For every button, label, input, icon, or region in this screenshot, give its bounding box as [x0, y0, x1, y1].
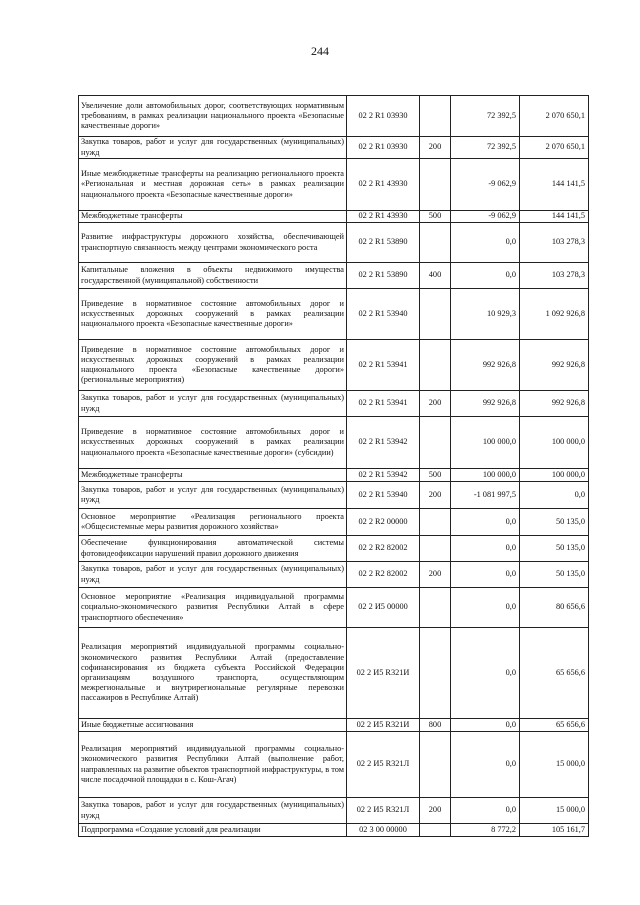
row-amount-total: 1 092 926,8: [520, 289, 589, 340]
row-amount-total: 103 278,3: [520, 223, 589, 263]
row-amount-change: 8 772,2: [451, 824, 520, 837]
table-row: [79, 469, 589, 482]
row-name: Основное мероприятие «Реализация регионального проекта «Общесистемные меры развития дорожного хозяйства»: [79, 509, 347, 536]
row-code: 02 2 R1 03930: [347, 137, 420, 159]
row-amount-change: 100 000,0: [451, 417, 520, 469]
row-amount-total: 80 656,6: [520, 588, 589, 628]
row-code: 02 2 И5 R321Л: [347, 732, 420, 798]
row-name: Основное мероприятие «Реализация индивидуальной программы социально-экономического развития Республики Алтай в сфере транспортного обеспечения»: [79, 588, 347, 628]
row-expense-type: 200: [420, 137, 451, 159]
row-expense-type: [420, 536, 451, 562]
row-code: 02 2 И5 R321И: [347, 719, 420, 732]
row-expense-type: [420, 96, 451, 137]
row-name: Закупка товаров, работ и услуг для государственных (муниципальных) нужд: [79, 482, 347, 509]
row-name: Реализация мероприятий индивидуальной программы социально-экономического развития Республики Алтай (выполнение работ, направленных на развитие объектов транспортной инфраструктуры, в том числе посадочной площадки в с. Кош-Агач): [79, 732, 347, 798]
row-code: 02 2 R2 82002: [347, 536, 420, 562]
row-amount-total: 103 278,3: [520, 263, 589, 289]
page-number: 244: [311, 44, 329, 58]
row-expense-type: 200: [420, 391, 451, 417]
row-expense-type: 200: [420, 798, 451, 824]
row-amount-total: 100 000,0: [520, 469, 589, 482]
row-expense-type: 800: [420, 719, 451, 732]
row-amount-total: 50 135,0: [520, 509, 589, 536]
row-expense-type: 200: [420, 482, 451, 509]
row-name: Приведение в нормативное состояние автомобильных дорог и искусственных дорожных сооружений в рамках реализации национального проекта «Безопасные качественные дороги» (субсидии): [79, 417, 347, 469]
row-amount-change: 0,0: [451, 798, 520, 824]
row-amount-total: 992 926,8: [520, 391, 589, 417]
row-name: Иные бюджетные ассигнования: [79, 719, 347, 732]
row-amount-total: 50 135,0: [520, 562, 589, 588]
row-code: 02 2 R1 53940: [347, 482, 420, 509]
table-row: [79, 628, 589, 719]
row-expense-type: 400: [420, 263, 451, 289]
row-code: 02 2 И5 R321Л: [347, 798, 420, 824]
row-amount-change: 0,0: [451, 263, 520, 289]
budget-table-body: [79, 96, 589, 837]
row-amount-change: 0,0: [451, 562, 520, 588]
table-row: [79, 340, 589, 391]
row-name: Обеспечение функционирования автоматической системы фотовидеофиксации нарушений правил дорожного движения: [79, 536, 347, 562]
row-expense-type: 500: [420, 211, 451, 223]
row-code: 02 2 R1 53942: [347, 469, 420, 482]
row-amount-change: -9 062,9: [451, 159, 520, 211]
table-row: [79, 562, 589, 588]
table-row: [79, 798, 589, 824]
row-name: Реализация мероприятий индивидуальной программы социально-экономического развития Республики Алтай (предоставление софинансирования из бюджета субъекта Российской Федерации организациям воздушного транспорта, осуществляющим межрегиональные и внутрирегиональные регулярные перевозки пассажиров в Республике Алтай): [79, 628, 347, 719]
row-expense-type: [420, 223, 451, 263]
row-amount-change: 0,0: [451, 536, 520, 562]
row-amount-total: 65 656,6: [520, 628, 589, 719]
row-amount-change: 0,0: [451, 732, 520, 798]
row-amount-change: 0,0: [451, 719, 520, 732]
row-code: 02 2 R1 53941: [347, 391, 420, 417]
row-amount-change: 0,0: [451, 223, 520, 263]
row-code: 02 2 И5 00000: [347, 588, 420, 628]
row-amount-total: 15 000,0: [520, 798, 589, 824]
row-amount-change: 10 929,3: [451, 289, 520, 340]
table-row: [79, 824, 589, 837]
row-name: Закупка товаров, работ и услуг для государственных (муниципальных) нужд: [79, 562, 347, 588]
row-amount-change: 0,0: [451, 628, 520, 719]
row-expense-type: [420, 588, 451, 628]
row-code: 02 2 R1 43930: [347, 159, 420, 211]
row-amount-total: 2 070 650,1: [520, 137, 589, 159]
row-name: Капитальные вложения в объекты недвижимого имущества государственной (муниципальной) собственности: [79, 263, 347, 289]
row-amount-change: 992 926,8: [451, 340, 520, 391]
table-row: [79, 588, 589, 628]
table-row: [79, 719, 589, 732]
row-code: 02 3 00 00000: [347, 824, 420, 837]
budget-table: [78, 95, 589, 837]
row-amount-total: 0,0: [520, 482, 589, 509]
row-amount-total: 50 135,0: [520, 536, 589, 562]
row-amount-total: 100 000,0: [520, 417, 589, 469]
row-code: 02 2 R1 53942: [347, 417, 420, 469]
row-code: 02 2 R1 53941: [347, 340, 420, 391]
row-amount-change: 0,0: [451, 588, 520, 628]
row-expense-type: 500: [420, 469, 451, 482]
row-amount-change: 100 000,0: [451, 469, 520, 482]
row-amount-change: -9 062,9: [451, 211, 520, 223]
row-expense-type: [420, 732, 451, 798]
row-amount-change: 0,0: [451, 509, 520, 536]
row-amount-total: 65 656,6: [520, 719, 589, 732]
table-row: [79, 223, 589, 263]
table-row: [79, 482, 589, 509]
row-code: 02 2 R1 53890: [347, 223, 420, 263]
row-code: 02 2 R2 00000: [347, 509, 420, 536]
table-row: [79, 509, 589, 536]
row-code: 02 2 R1 03930: [347, 96, 420, 137]
row-name: Приведение в нормативное состояние автомобильных дорог и искусственных дорожных сооружений в рамках реализации национального проекта «Безопасные качественные дороги» (региональные мероприятия): [79, 340, 347, 391]
table-row: [79, 96, 589, 137]
row-amount-total: 2 070 650,1: [520, 96, 589, 137]
table-row: [79, 417, 589, 469]
row-name: Развитие инфраструктуры дорожного хозяйства, обеспечивающей транспортную связанность между центрами экономического роста: [79, 223, 347, 263]
row-expense-type: 200: [420, 562, 451, 588]
table-row: [79, 536, 589, 562]
row-expense-type: [420, 417, 451, 469]
row-expense-type: [420, 340, 451, 391]
row-name: Закупка товаров, работ и услуг для государственных (муниципальных) нужд: [79, 391, 347, 417]
row-expense-type: [420, 509, 451, 536]
row-expense-type: [420, 628, 451, 719]
row-code: 02 2 R1 53890: [347, 263, 420, 289]
table-row: [79, 263, 589, 289]
table-row: [79, 391, 589, 417]
table-row: [79, 289, 589, 340]
row-name: Приведение в нормативное состояние автомобильных дорог и искусственных дорожных сооружений в рамках реализации национального проекта «Безопасные качественные дороги»: [79, 289, 347, 340]
row-name: Иные межбюджетные трансферты на реализацию регионального проекта «Региональная и местная дорожная сеть» в рамках реализации национального проекта «Безопасные качественные дороги»: [79, 159, 347, 211]
row-name: Закупка товаров, работ и услуг для государственных (муниципальных) нужд: [79, 798, 347, 824]
table-row: [79, 211, 589, 223]
row-code: 02 2 И5 R321И: [347, 628, 420, 719]
row-amount-total: 144 141,5: [520, 211, 589, 223]
row-amount-change: -1 081 997,5: [451, 482, 520, 509]
row-expense-type: [420, 289, 451, 340]
row-amount-total: 144 141,5: [520, 159, 589, 211]
row-code: 02 2 R2 82002: [347, 562, 420, 588]
row-expense-type: [420, 824, 451, 837]
table-row: [79, 159, 589, 211]
row-code: 02 2 R1 43930: [347, 211, 420, 223]
row-name: Закупка товаров, работ и услуг для государственных (муниципальных) нужд: [79, 137, 347, 159]
row-amount-total: 105 161,7: [520, 824, 589, 837]
row-name: Межбюджетные трансферты: [79, 469, 347, 482]
table-row: [79, 137, 589, 159]
row-amount-total: 992 926,8: [520, 340, 589, 391]
row-expense-type: [420, 159, 451, 211]
row-name: Межбюджетные трансферты: [79, 211, 347, 223]
row-name: Подпрограмма «Создание условий для реализации: [79, 824, 347, 837]
table-row: [79, 732, 589, 798]
row-amount-change: 992 926,8: [451, 391, 520, 417]
row-amount-change: 72 392,5: [451, 137, 520, 159]
row-amount-change: 72 392,5: [451, 96, 520, 137]
row-code: 02 2 R1 53940: [347, 289, 420, 340]
row-amount-total: 15 000,0: [520, 732, 589, 798]
row-name: Увеличение доли автомобильных дорог, соответствующих нормативным требованиям, в рамках реализации национального проекта «Безопасные качественные дороги»: [79, 96, 347, 137]
